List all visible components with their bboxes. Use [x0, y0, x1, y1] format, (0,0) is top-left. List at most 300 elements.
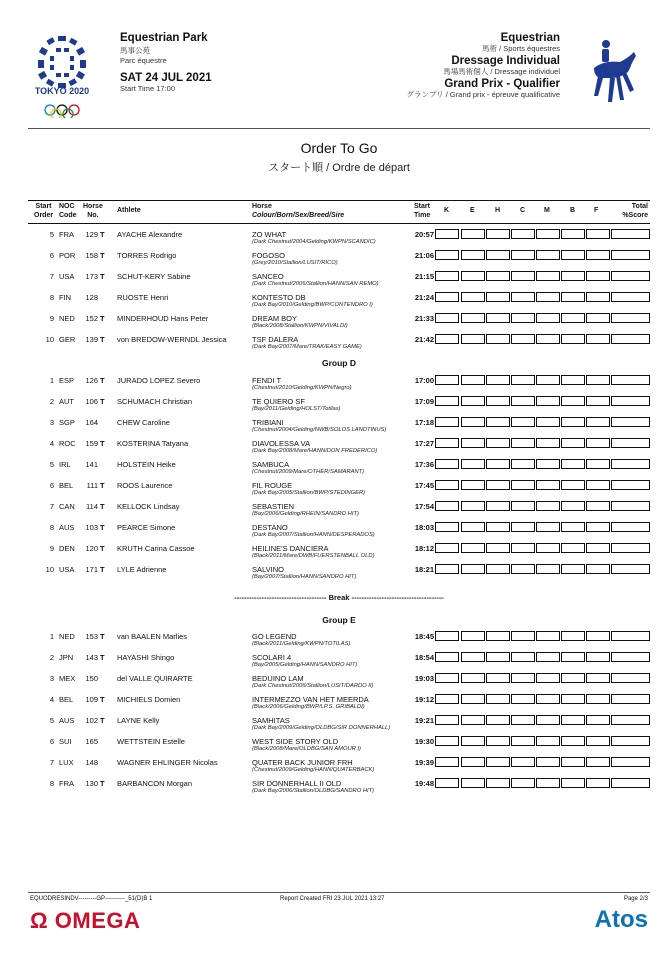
horse-details: (Dark Chestnut/2006/Stallion/HANN/SAN REMO)	[252, 281, 379, 287]
start-order: 10	[45, 335, 54, 344]
venue-name-fr: Parc équestre	[120, 56, 167, 65]
total-score-box	[611, 417, 650, 427]
judge-score-box	[435, 715, 459, 725]
horse-name: SEBASTIEN	[252, 502, 295, 511]
start-order: 1	[49, 376, 54, 385]
horse-number: 103	[85, 523, 98, 532]
start-order: 8	[49, 779, 54, 788]
table-row	[28, 672, 650, 693]
start-time: 17:36	[414, 460, 434, 469]
judge-score-box	[536, 652, 560, 662]
judge-score-box	[561, 757, 585, 767]
judge-score-box	[435, 271, 459, 281]
judge-score-box	[586, 715, 610, 725]
noc-code: BEL	[59, 481, 74, 490]
col-judge-e: E	[470, 207, 475, 214]
page-subtitle: スタート順 / Ordre de départ	[268, 162, 410, 174]
start-time: 21:24	[414, 293, 434, 302]
total-score-box	[611, 501, 650, 511]
noc-code: DEN	[59, 544, 75, 553]
noc-code: POR	[59, 251, 76, 260]
start-order: 9	[49, 314, 54, 323]
table-row	[28, 735, 650, 756]
horse-details: (Dark Bay/2005/Stallion/BWP/STEDINGER)	[252, 490, 366, 496]
table-row	[28, 542, 650, 563]
noc-code: AUS	[59, 716, 75, 725]
noc-code: USA	[59, 565, 75, 574]
travelling-marker: T	[100, 272, 105, 281]
horse-details: (Dark Chestnut/2006/Stallion/LUSIT/DARDO II)	[252, 683, 374, 689]
sport-name: Equestrian	[500, 32, 560, 44]
judge-score-box	[536, 375, 560, 385]
athlete-name: RUOSTE Henri	[117, 293, 169, 302]
judge-score-box	[586, 631, 610, 641]
judge-score-box	[486, 375, 510, 385]
judge-score-box	[435, 757, 459, 767]
judge-score-box	[536, 438, 560, 448]
start-time: 17:00	[414, 376, 434, 385]
horse-name: DREAM BOY	[252, 314, 298, 323]
horse-name: FIL ROUGE	[252, 481, 293, 490]
judge-score-box	[461, 715, 485, 725]
horse-number: 114	[86, 502, 98, 511]
horse-details: (Dark Bay/2009/Gelding/OLDBG/SIR DONNERHALL)	[252, 725, 391, 731]
judge-score-box	[461, 250, 485, 260]
start-time: 17:18	[414, 418, 434, 427]
athlete-name: HAYASHI Shingo	[117, 653, 175, 662]
start-order: 2	[49, 397, 54, 406]
judge-score-box	[511, 396, 535, 406]
judge-score-box	[461, 564, 485, 574]
table-row	[28, 333, 650, 354]
judge-score-box	[586, 652, 610, 662]
table-row	[28, 714, 650, 735]
horse-name: WEST SIDE STORY OLD	[252, 737, 339, 746]
judge-score-box	[511, 694, 535, 704]
horse-name: GO LEGEND	[252, 632, 297, 641]
judge-score-box	[561, 417, 585, 427]
start-order: 5	[49, 230, 54, 239]
judge-score-box	[435, 417, 459, 427]
judge-score-box	[586, 501, 610, 511]
judge-score-box	[435, 334, 459, 344]
total-score-box	[611, 292, 650, 302]
horse-name: BEDUINO LAM	[252, 674, 304, 683]
start-order: 3	[49, 674, 54, 683]
athlete-name: TORRES Rodrigo	[117, 251, 177, 260]
judge-score-box	[486, 480, 510, 490]
judge-score-box	[561, 396, 585, 406]
athlete-name: WETTSTEIN Estelle	[117, 737, 185, 746]
judge-score-box	[486, 292, 510, 302]
total-score-box	[611, 631, 650, 641]
total-score-box	[611, 736, 650, 746]
judge-score-box	[536, 522, 560, 532]
judge-score-box	[511, 757, 535, 767]
table-row	[28, 395, 650, 416]
col-start-order	[34, 203, 53, 220]
phase-name-sub: グランプリ / Grand prix - épreuve qualificative	[406, 90, 560, 99]
judge-score-box	[511, 564, 535, 574]
start-time: 19:03	[414, 674, 434, 683]
judge-score-box	[511, 480, 535, 490]
horse-details: (Dark Bay/2007/Mare/TRAK/EASY GAME)	[252, 344, 362, 350]
total-score-box	[611, 396, 650, 406]
col-athlete: Athlete	[117, 207, 141, 214]
athlete-name: SCHUMACH Christian	[117, 397, 193, 406]
judge-score-box	[511, 631, 535, 641]
document-page	[28, 28, 650, 938]
judge-score-box	[486, 250, 510, 260]
judge-score-box	[511, 417, 535, 427]
judge-score-box	[586, 396, 610, 406]
athlete-name: JURADO LOPEZ Severo	[117, 376, 201, 385]
athlete-name: von BREDOW-WERNDL Jessica	[117, 335, 227, 344]
noc-code: AUT	[59, 397, 74, 406]
table-row	[28, 693, 650, 714]
judge-score-box	[486, 736, 510, 746]
judge-score-box	[435, 292, 459, 302]
judge-score-box	[511, 778, 535, 788]
horse-name: SANCEO	[252, 272, 284, 281]
table-row	[28, 563, 650, 584]
travelling-marker: T	[100, 376, 105, 385]
judge-score-box	[586, 375, 610, 385]
judge-score-box	[511, 501, 535, 511]
noc-code: AUS	[59, 523, 75, 532]
col-horse-no-line1: Horse	[83, 203, 103, 210]
travelling-marker: T	[100, 544, 105, 553]
judge-score-box	[486, 417, 510, 427]
horse-name: TE QUIERO SF	[252, 397, 305, 406]
col-horse-no	[83, 203, 103, 220]
judge-score-box	[461, 313, 485, 323]
judge-score-box	[561, 715, 585, 725]
judge-score-box	[586, 673, 610, 683]
horse-number: 165	[85, 737, 98, 746]
horse-name: SALVINO	[252, 565, 284, 574]
judge-score-box	[586, 271, 610, 281]
horse-details: (Black/2008/Stallion/KWPN/VIVALDI)	[252, 323, 348, 329]
page-title: Order To Go	[300, 140, 378, 156]
col-start-time-line2: Time	[414, 211, 431, 219]
noc-code: GER	[59, 335, 76, 344]
judge-score-box	[561, 459, 585, 469]
judge-score-box	[536, 334, 560, 344]
judge-score-box	[461, 292, 485, 302]
judge-score-box	[486, 313, 510, 323]
travelling-marker: T	[100, 653, 105, 662]
noc-code: JPN	[59, 653, 74, 662]
judge-score-box	[536, 694, 560, 704]
table-row	[28, 500, 650, 521]
start-time: 17:27	[414, 439, 434, 448]
table-row	[28, 416, 650, 437]
judge-score-box	[561, 250, 585, 260]
horse-number: 111	[86, 481, 98, 490]
horse-number: 150	[85, 674, 98, 683]
horse-number: 130	[85, 779, 98, 788]
horse-name: TSF DALERA	[252, 335, 299, 344]
noc-code: CAN	[59, 502, 75, 511]
start-order: 7	[49, 502, 54, 511]
judge-score-box	[536, 417, 560, 427]
horse-number: 109	[85, 695, 98, 704]
judge-score-box	[486, 694, 510, 704]
judge-score-box	[561, 438, 585, 448]
horse-number: 173	[85, 272, 98, 281]
noc-code: FRA	[59, 230, 74, 239]
total-score-box	[611, 522, 650, 532]
judge-score-box	[536, 501, 560, 511]
judge-score-box	[461, 459, 485, 469]
judge-score-box	[536, 459, 560, 469]
col-start-order-line1: Start	[35, 203, 52, 210]
start-order: 6	[49, 481, 54, 490]
horse-details: (Black/2011/Gelding/KWPN/TOTILAS)	[252, 641, 351, 647]
horse-details: (Bay/2011/Gelding/HOLST/Totilas)	[252, 406, 341, 412]
athlete-name: KELLOCK Lindsay	[117, 502, 180, 511]
table-row	[28, 228, 650, 249]
noc-code: SGP	[59, 418, 75, 427]
judge-score-box	[435, 673, 459, 683]
judge-score-box	[461, 417, 485, 427]
judge-score-box	[586, 417, 610, 427]
horse-number: 164	[85, 418, 98, 427]
judge-score-box	[536, 271, 560, 281]
judge-score-box	[511, 250, 535, 260]
horse-number: 106	[85, 397, 98, 406]
start-time: 18:21	[414, 565, 434, 574]
horse-details: (Chestnut/2010/Gelding/KWPN/Negro)	[252, 385, 352, 391]
judge-score-box	[586, 292, 610, 302]
judge-score-box	[461, 501, 485, 511]
horse-number: 141	[85, 460, 98, 469]
judge-score-box	[561, 501, 585, 511]
judge-score-box	[435, 522, 459, 532]
judge-score-box	[486, 564, 510, 574]
judge-score-box	[486, 271, 510, 281]
judge-score-box	[435, 438, 459, 448]
header-divider	[28, 128, 650, 129]
horse-number: 120	[85, 544, 98, 553]
horse-details: (Chestnut/2009/Gelding/HANN/QUATERBACK)	[252, 767, 375, 773]
judge-score-box	[561, 375, 585, 385]
start-time: 19:48	[414, 779, 434, 788]
judge-score-box	[511, 334, 535, 344]
judge-score-box	[461, 438, 485, 448]
judge-score-box	[586, 229, 610, 239]
judge-score-box	[586, 757, 610, 767]
athlete-name: van BAALEN Marlies	[117, 632, 188, 641]
horse-details: (Bay/2007/Stallion/HANN/SANDRO HIT)	[252, 574, 357, 580]
horse-number: 159	[85, 439, 98, 448]
judge-score-box	[586, 736, 610, 746]
col-horse-line2: Colour/Born/Sex/Breed/Sire	[252, 211, 345, 219]
total-score-box	[611, 459, 650, 469]
horse-number: 148	[85, 758, 98, 767]
judge-score-box	[486, 631, 510, 641]
total-score-box	[611, 694, 650, 704]
judge-score-box	[561, 652, 585, 662]
travelling-marker: T	[100, 565, 105, 574]
table-row	[28, 521, 650, 542]
judge-score-box	[486, 522, 510, 532]
athlete-name: ROOS Laurence	[117, 481, 173, 490]
judge-score-box	[486, 652, 510, 662]
judge-score-box	[461, 736, 485, 746]
table-row	[28, 249, 650, 270]
start-time: 19:12	[414, 695, 434, 704]
tokyo-2020-emblem-icon	[30, 32, 94, 118]
judge-score-box	[561, 564, 585, 574]
start-order: 4	[49, 695, 54, 704]
omega-logo: Ω OMEGA	[30, 908, 141, 933]
judge-score-box	[511, 652, 535, 662]
judge-score-box	[435, 313, 459, 323]
judge-score-box	[461, 694, 485, 704]
travelling-marker: T	[100, 502, 105, 511]
judge-score-box	[586, 543, 610, 553]
start-time: 18:12	[414, 544, 434, 553]
horse-name: INTERMEZZO VAN HET MEERDA	[252, 695, 369, 704]
travelling-marker: T	[100, 716, 105, 725]
horse-details: (Chestnut/2004/Gelding/NWB/SOLOS LANDTINUS)	[252, 427, 387, 433]
table-header	[28, 200, 650, 224]
judge-score-box	[536, 564, 560, 574]
start-order: 2	[49, 653, 54, 662]
start-time: 19:21	[414, 716, 434, 725]
col-judge-f: F	[594, 207, 599, 214]
travelling-marker: T	[100, 314, 105, 323]
start-order: 5	[49, 460, 54, 469]
horse-number: 152	[85, 314, 98, 323]
start-time: 21:42	[414, 335, 434, 344]
judge-score-box	[461, 334, 485, 344]
start-order: 9	[49, 544, 54, 553]
judge-score-box	[461, 396, 485, 406]
horse-name: KONTESTO DB	[252, 293, 306, 302]
table-row	[28, 291, 650, 312]
judge-score-box	[461, 375, 485, 385]
start-order: 7	[49, 272, 54, 281]
start-order: 8	[49, 293, 54, 302]
total-score-box	[611, 271, 650, 281]
sport-name-sub: 馬術 / Sports équestres	[482, 44, 560, 53]
judge-score-box	[435, 501, 459, 511]
judge-score-box	[461, 757, 485, 767]
col-noc-line1: NOC	[59, 203, 75, 210]
judge-score-box	[435, 631, 459, 641]
judge-score-box	[511, 673, 535, 683]
start-time-label: Start Time 17:00	[120, 84, 176, 93]
col-start-time-line1: Start	[414, 203, 430, 210]
horse-details: (Dark Bay/2006/Stallion/OLDBG/SANDRO HIT)	[252, 788, 375, 794]
start-order: 6	[49, 251, 54, 260]
noc-code: SUI	[59, 737, 72, 746]
horse-name: HEILINE'S DANCIERA	[252, 544, 329, 553]
horse-number: 129	[85, 230, 98, 239]
judge-score-box	[561, 543, 585, 553]
judge-score-box	[486, 396, 510, 406]
judge-score-box	[511, 543, 535, 553]
judge-score-box	[561, 334, 585, 344]
noc-code: NED	[59, 314, 75, 323]
judge-score-box	[486, 715, 510, 725]
horse-details: (Dark Bay/2008/Mare/HANN/DON FREDERICO)	[252, 448, 378, 454]
judge-score-box	[461, 271, 485, 281]
horse-name: FOGOSO	[252, 251, 285, 260]
judge-score-box	[536, 757, 560, 767]
group-d-heading: Group D	[322, 358, 356, 368]
judge-score-box	[486, 334, 510, 344]
table-row	[28, 374, 650, 395]
total-score-box	[611, 480, 650, 490]
horse-name: SCOLARI 4	[252, 653, 292, 662]
document-code: EQUODRESINDV---------GP----------_51(D)B 1	[30, 896, 153, 902]
table-row	[28, 458, 650, 479]
horse-name: SIR DONNERHALL II OLD	[252, 779, 342, 788]
noc-code: MEX	[59, 674, 76, 683]
col-total	[622, 203, 648, 220]
travelling-marker: T	[100, 481, 105, 490]
start-time: 21:15	[414, 272, 434, 281]
table-row	[28, 651, 650, 672]
horse-name: SAMBUCA	[252, 460, 290, 469]
col-start-time	[414, 203, 430, 220]
venue-name: Equestrian Park	[120, 32, 208, 44]
start-order: 8	[49, 523, 54, 532]
horse-details: (Dark Bay/2007/Stallion/HANN/DESPERADOS)	[252, 532, 375, 538]
athlete-name: SCHUT-KERY Sabine	[117, 272, 191, 281]
table-row	[28, 756, 650, 777]
start-time: 21:06	[414, 251, 434, 260]
judge-score-box	[461, 652, 485, 662]
total-score-box	[611, 652, 650, 662]
judge-score-box	[561, 271, 585, 281]
start-time: 17:09	[414, 397, 434, 406]
table-row	[28, 437, 650, 458]
travelling-marker: T	[100, 335, 105, 344]
travelling-marker: T	[100, 632, 105, 641]
judge-score-box	[461, 673, 485, 683]
judge-score-box	[461, 778, 485, 788]
judge-score-box	[586, 313, 610, 323]
judge-score-box	[435, 229, 459, 239]
athlete-name: LYLE Adrienne	[117, 565, 167, 574]
judge-score-box	[586, 694, 610, 704]
judge-score-box	[511, 522, 535, 532]
athlete-name: BARBANCON Morgan	[117, 779, 193, 788]
horse-number: 128	[85, 293, 98, 302]
total-score-box	[611, 715, 650, 725]
competition-date: SAT 24 JUL 2021	[120, 72, 212, 84]
athlete-name: MICHIELS Domien	[117, 695, 181, 704]
total-score-box	[611, 757, 650, 767]
horse-name: DIAVOLESSA VA	[252, 439, 311, 448]
judge-score-box	[536, 631, 560, 641]
judge-score-box	[586, 334, 610, 344]
horse-number: 143	[85, 653, 98, 662]
noc-code: USA	[59, 272, 75, 281]
start-time: 18:03	[414, 523, 434, 532]
judge-score-box	[536, 292, 560, 302]
start-time: 17:45	[414, 481, 434, 490]
horse-details: (Dark Chestnut/2004/Gelding/KWPN/SCANDIC)	[252, 239, 376, 245]
judge-score-box	[536, 715, 560, 725]
total-score-box	[611, 564, 650, 574]
judge-score-box	[511, 229, 535, 239]
